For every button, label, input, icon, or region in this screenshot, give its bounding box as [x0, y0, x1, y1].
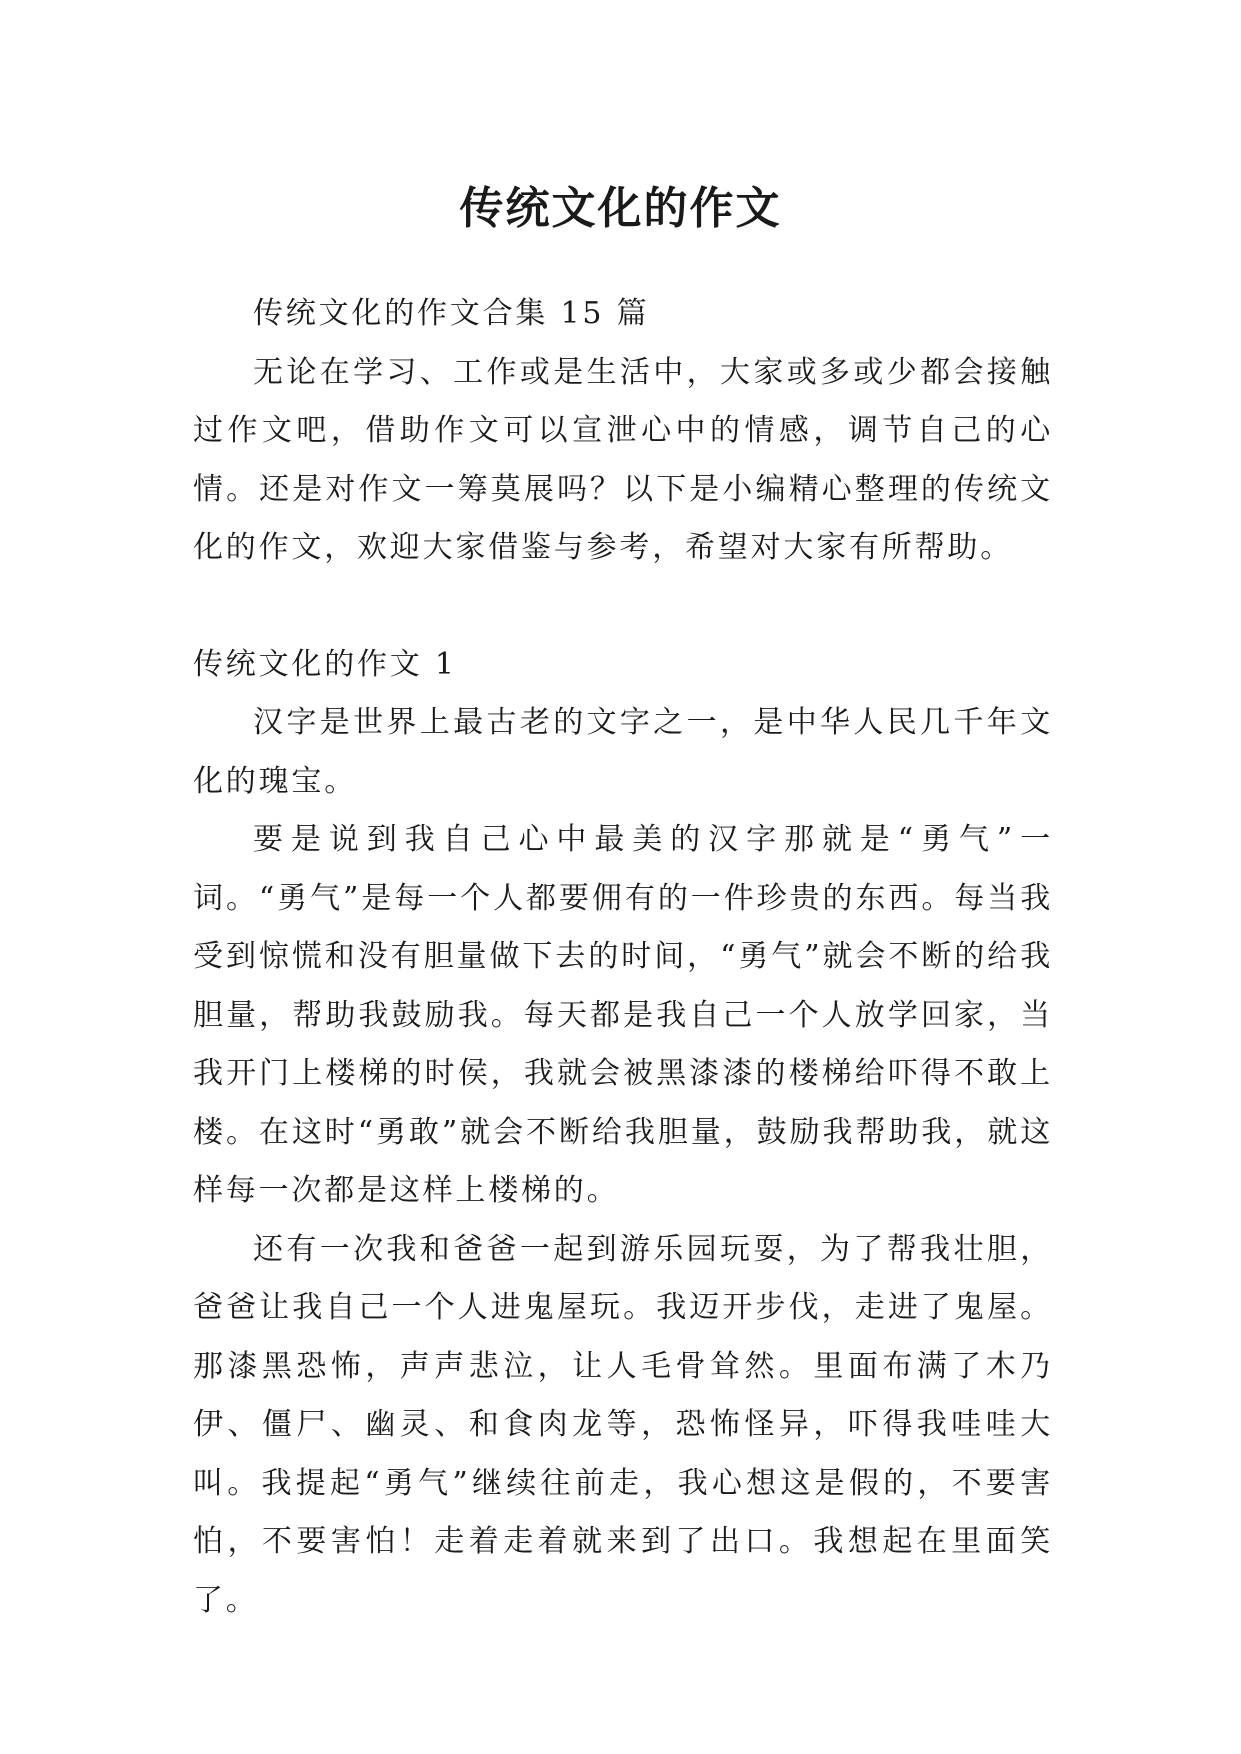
document-body: [193, 285, 1053, 1630]
body-paragraph-1: 汉字是世界上最古老的文字之一，是中华人民几千年文化的瑰宝。: [193, 705, 1053, 799]
body-paragraph-3: 还有一次我和爸爸一起到游乐园玩耍，为了帮我壮胆，爸爸让我自己一个人进鬼屋玩。我迈开步伐，走进了鬼屋。那漆黑恐怖，声声悲泣，让人毛骨耸然。里面布满了木乃伊、僵尸、幽灵、和食肉龙等，恐怖怪异，吓得我哇哇大叫。我提起“勇气”继续往前走，我心想这是假的，不要害怕，不要害怕！走着走着就来到了出口。我想起在里面笑了。: [193, 1231, 1053, 1618]
section-heading: 传统文化的作文 1: [193, 646, 457, 682]
document-title: 传统文化的作文: [459, 183, 782, 235]
document-subtitle: 传统文化的作文合集 15 篇: [253, 296, 650, 331]
body-paragraph-2: 要是说到我自己心中最美的汉字那就是“勇气”一词。“勇气”是每一个人都要佣有的一件珍贵的东西。每当我受到惊慌和没有胆量做下去的时间，“勇气”就会不断的给我胆量，帮助我鼓励我。每天都是我自己一个人放学回家，当我开门上楼梯的时侯，我就会被黑漆漆的楼梯给吓得不敢上楼。在这时“勇敢”就会不断给我胆量，鼓励我帮助我，就这样每一次都是这样上楼梯的。: [193, 822, 1053, 1208]
intro-paragraph: 无论在学习、工作或是生活中，大家或多或少都会接触过作文吧，借助作文可以宣泄心中的情感，调节自己的心情。还是对作文一筹莫展吗？以下是小编精心整理的传统文化的作文，欢迎大家借鉴与参考，希望对大家有所帮助。: [193, 354, 1053, 565]
